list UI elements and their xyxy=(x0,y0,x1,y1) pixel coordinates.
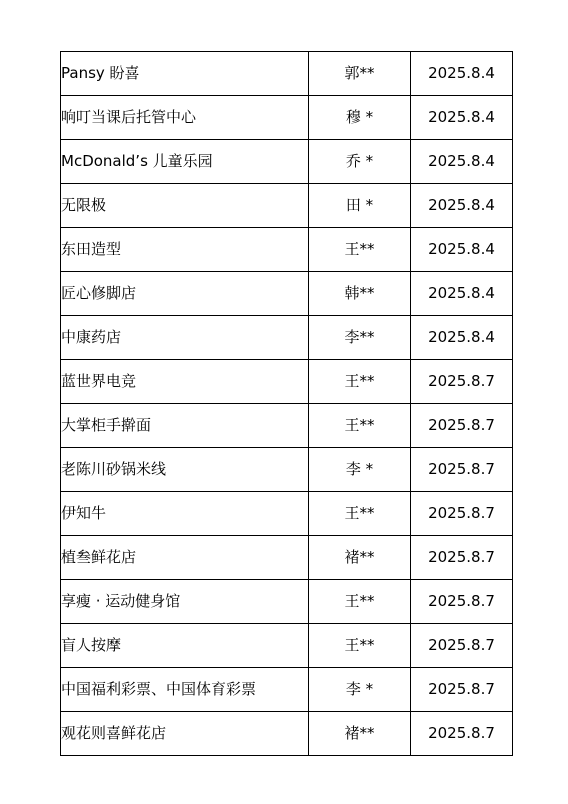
date-cell: 2025.8.7 xyxy=(411,360,513,404)
date-cell: 2025.8.7 xyxy=(411,668,513,712)
contact-person-cell: 韩** xyxy=(309,272,411,316)
contact-person-cell: 褚** xyxy=(309,536,411,580)
table-row xyxy=(61,228,513,272)
table-row xyxy=(61,360,513,404)
table-row xyxy=(61,140,513,184)
document-page xyxy=(60,51,512,756)
merchant-name-cell: 伊知牛 xyxy=(61,492,309,536)
date-cell: 2025.8.7 xyxy=(411,712,513,756)
contact-person-cell: 田 * xyxy=(309,184,411,228)
contact-person-cell: 乔 * xyxy=(309,140,411,184)
date-cell: 2025.8.7 xyxy=(411,448,513,492)
date-cell: 2025.8.7 xyxy=(411,404,513,448)
date-cell: 2025.8.7 xyxy=(411,580,513,624)
merchant-name-cell: McDonald’s 儿童乐园 xyxy=(61,140,309,184)
merchant-name-cell: 匠心修脚店 xyxy=(61,272,309,316)
merchant-name-cell: 东田造型 xyxy=(61,228,309,272)
table-row xyxy=(61,668,513,712)
merchant-name-cell: 大掌柜手擀面 xyxy=(61,404,309,448)
contact-person-cell: 李 * xyxy=(309,668,411,712)
table-row xyxy=(61,624,513,668)
table-row xyxy=(61,536,513,580)
table-row xyxy=(61,272,513,316)
contact-person-cell: 褚** xyxy=(309,712,411,756)
date-cell: 2025.8.7 xyxy=(411,624,513,668)
date-cell: 2025.8.4 xyxy=(411,272,513,316)
date-cell: 2025.8.7 xyxy=(411,536,513,580)
merchant-name-cell: 观花则喜鲜花店 xyxy=(61,712,309,756)
merchant-name-cell: Pansy 盼喜 xyxy=(61,52,309,96)
merchant-name-cell: 盲人按摩 xyxy=(61,624,309,668)
merchant-name-cell: 中国福利彩票、中国体育彩票 xyxy=(61,668,309,712)
table-row xyxy=(61,96,513,140)
table-row xyxy=(61,184,513,228)
contact-person-cell: 王** xyxy=(309,624,411,668)
contact-person-cell: 李** xyxy=(309,316,411,360)
contact-person-cell: 王** xyxy=(309,360,411,404)
contact-person-cell: 李 * xyxy=(309,448,411,492)
contact-person-cell: 王** xyxy=(309,228,411,272)
merchant-name-cell: 享瘦 · 运动健身馆 xyxy=(61,580,309,624)
date-cell: 2025.8.4 xyxy=(411,140,513,184)
table-row xyxy=(61,580,513,624)
date-cell: 2025.8.4 xyxy=(411,52,513,96)
table-row xyxy=(61,712,513,756)
table-row xyxy=(61,448,513,492)
merchant-name-cell: 植叁鲜花店 xyxy=(61,536,309,580)
merchant-name-cell: 无限极 xyxy=(61,184,309,228)
date-cell: 2025.8.4 xyxy=(411,228,513,272)
merchant-table xyxy=(60,51,513,756)
date-cell: 2025.8.7 xyxy=(411,492,513,536)
contact-person-cell: 王** xyxy=(309,404,411,448)
contact-person-cell: 穆 * xyxy=(309,96,411,140)
table-row xyxy=(61,52,513,96)
contact-person-cell: 王** xyxy=(309,492,411,536)
merchant-name-cell: 老陈川砂锅米线 xyxy=(61,448,309,492)
date-cell: 2025.8.4 xyxy=(411,96,513,140)
merchant-name-cell: 响叮当课后托管中心 xyxy=(61,96,309,140)
merchant-name-cell: 中康药店 xyxy=(61,316,309,360)
contact-person-cell: 王** xyxy=(309,580,411,624)
table-row xyxy=(61,316,513,360)
merchant-name-cell: 蓝世界电竞 xyxy=(61,360,309,404)
date-cell: 2025.8.4 xyxy=(411,184,513,228)
date-cell: 2025.8.4 xyxy=(411,316,513,360)
contact-person-cell: 郭** xyxy=(309,52,411,96)
table-row xyxy=(61,492,513,536)
table-row xyxy=(61,404,513,448)
